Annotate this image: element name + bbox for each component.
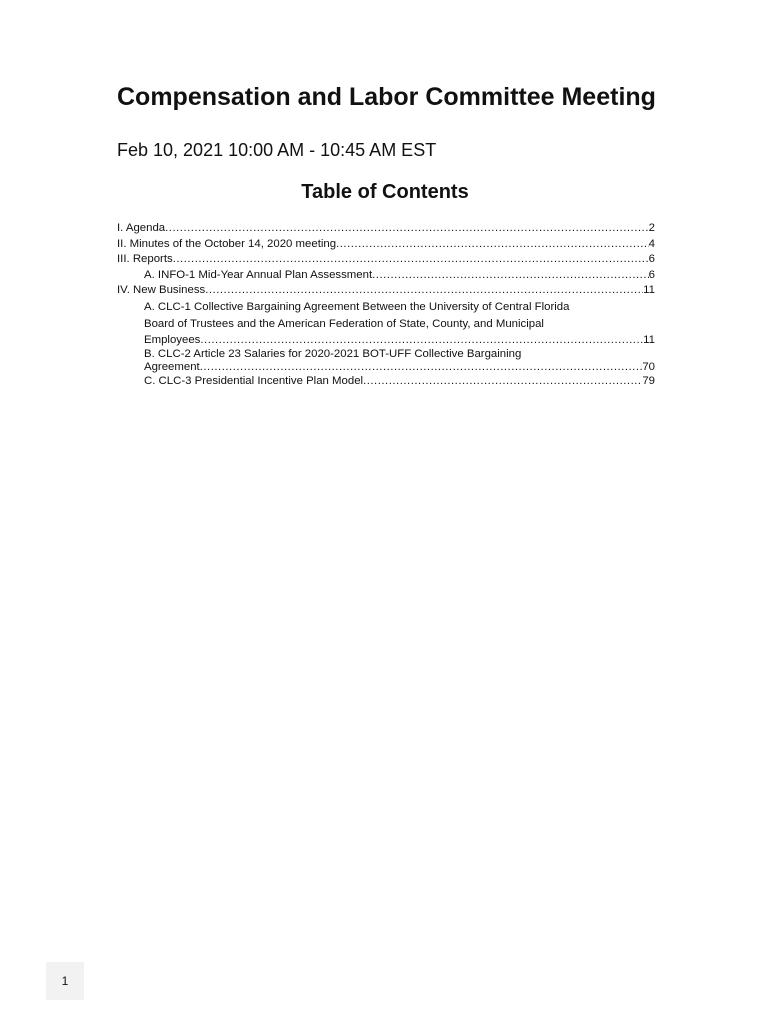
toc-entry-clc-2[interactable] (117, 348, 655, 374)
table-of-contents (117, 221, 655, 390)
meeting-datetime: Feb 10, 2021 10:00 AM - 10:45 AM EST (117, 140, 437, 160)
toc-heading: Table of Contents (301, 181, 469, 203)
toc-entry-clc-3[interactable] (117, 374, 655, 390)
toc-leader-dots (200, 361, 643, 374)
toc-entry-label: C. CLC-3 Presidential Incentive Plan Model (144, 375, 364, 387)
toc-entry-reports[interactable] (117, 252, 655, 268)
toc-entry-label: III. Reports (117, 253, 173, 265)
toc-entry-page: 2 (648, 222, 655, 234)
toc-entry-info-1[interactable] (117, 268, 655, 284)
toc-entry-line: Board of Trustees and the American Federation of State, County, and Municipal (144, 317, 544, 330)
toc-entry-label: A. INFO-1 Mid-Year Annual Plan Assessment (144, 268, 373, 281)
toc-leader-dots (336, 237, 649, 253)
toc-leader-dots (165, 221, 649, 237)
toc-entry-page: 79 (642, 375, 655, 387)
toc-entry-page: 4 (648, 237, 655, 250)
toc-entry-label: IV. New Business (117, 284, 206, 296)
page-title: Compensation and Labor Committee Meeting (117, 83, 656, 111)
toc-entry-minutes[interactable] (117, 237, 655, 253)
toc-entry-label: II. Minutes of the October 14, 2020 meeting (117, 237, 337, 250)
toc-entry-agenda[interactable] (117, 221, 655, 237)
toc-entry-line: A. CLC-1 Collective Bargaining Agreement Between the University of Central Florida (144, 300, 570, 313)
toc-leader-dots (173, 252, 649, 268)
toc-entry-page: 70 (642, 361, 655, 373)
toc-entry-line: B. CLC-2 Article 23 Salaries for 2020-2021 BOT-UFF Collective Bargaining (144, 348, 522, 360)
page-number: 1 (46, 962, 84, 1000)
toc-leader-dots (200, 333, 643, 349)
toc-entry-page: 6 (648, 253, 655, 265)
toc-entry-clc-1[interactable] (117, 299, 655, 349)
toc-entry-page: 6 (648, 268, 655, 281)
toc-leader-dots (363, 374, 642, 390)
toc-leader-dots (205, 283, 643, 299)
toc-leader-dots (372, 268, 649, 284)
toc-entry-label: I. Agenda (117, 222, 166, 234)
toc-entry-page: 11 (643, 284, 655, 296)
toc-entry-label: Agreement (144, 361, 200, 373)
toc-entry-page: 11 (643, 333, 655, 346)
toc-entry-new-business[interactable] (117, 283, 655, 299)
toc-entry-label: Employees (144, 333, 201, 346)
